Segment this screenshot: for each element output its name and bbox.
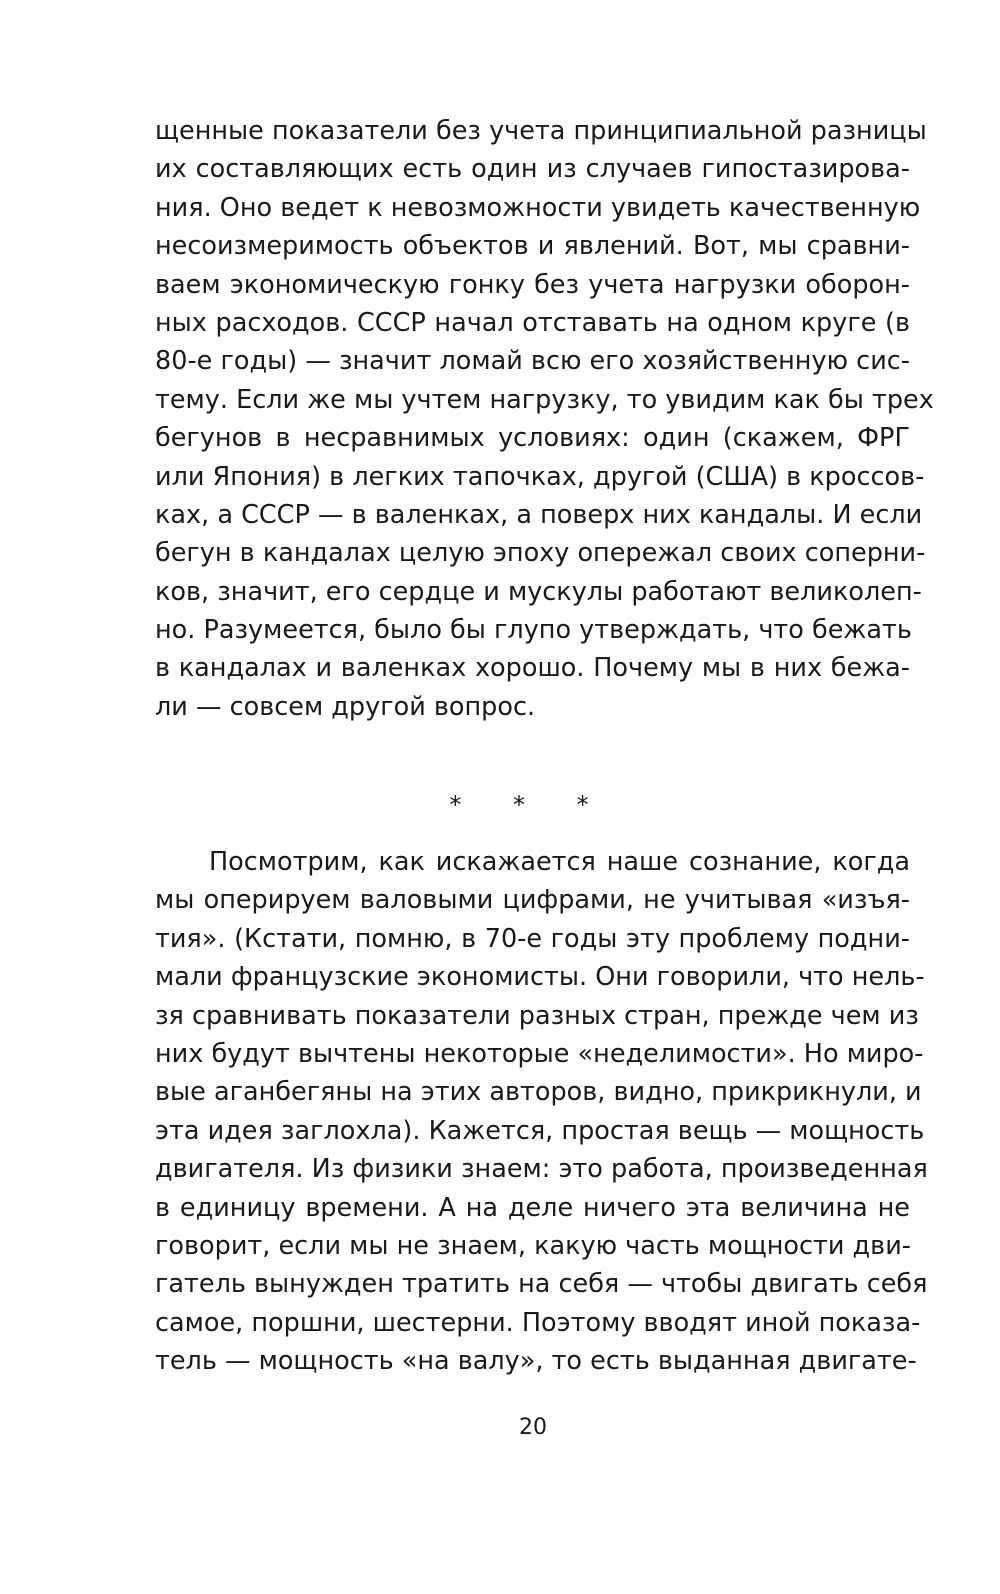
text-line: эта идея заглохла). Кажется, простая вещь — мощность	[155, 1115, 925, 1146]
text-line: зя сравнивать показатели разных стран, прежде чем из	[155, 1000, 919, 1031]
text-line: их составляющих есть один из случаев гипостазирова-	[155, 154, 910, 185]
text-line: ных расходов. СССР начал отставать на одном круге (в	[155, 307, 910, 338]
text-line: гатель вынужден тратить на себя — чтобы двигать себя	[155, 1269, 928, 1300]
text-line: Посмотрим, как искажается наше сознание, когда	[209, 847, 910, 877]
text-line: двигателя. Из физики знаем: это работа, произведенная	[155, 1154, 928, 1185]
text-line: 80-е годы) — значит ломай всю его хозяйственную сис-	[155, 346, 910, 377]
text-line: тия». (Кстати, помню, в 70-е годы эту проблему подни-	[155, 923, 910, 954]
text-line: щенные показатели без учета принципиальной разницы	[155, 116, 927, 146]
text-line: ли — совсем другой вопрос.	[155, 691, 536, 722]
text-line: несоизмеримость объектов и явлений. Вот, мы сравни-	[155, 231, 910, 262]
page-number: 20	[519, 1415, 547, 1440]
text-line: вые аганбегяны на этих авторов, видно, прикрикнули, и	[155, 1077, 922, 1108]
text-line: ках, а СССР — в валенках, а поверх них кандалы. И если	[155, 499, 923, 530]
text-line: мали французские экономисты. Они говорили, что нель-	[155, 962, 925, 993]
text-line: тель — мощность «на валу», то есть выданная двигате-	[155, 1346, 917, 1377]
text-line: или Япония) в легких тапочках, другой (США) в кроссов-	[155, 461, 925, 492]
text-line: бегун в кандалах целую эпоху опережал своих соперни-	[155, 538, 926, 569]
text-line: ков, значит, его сердце и мускулы работают великолеп-	[155, 576, 922, 607]
text-line: ваем экономическую гонку без учета нагрузки оборон-	[155, 269, 910, 300]
text-line: говорит, если мы не знаем, какую часть мощности дви-	[155, 1230, 911, 1261]
text-line: в единицу времени. А на деле ничего эта величина не	[155, 1192, 910, 1223]
text-line: ния. Оно ведет к невозможности увидеть качественную	[155, 192, 921, 223]
section-separator: * * *	[449, 791, 611, 819]
text-line: мы оперируем валовыми цифрами, не учитывая «изъя-	[155, 885, 910, 916]
text-line: в кандалах и валенках хорошо. Почему мы в них бежа-	[155, 653, 910, 684]
text-line: бегунов в несравнимых условиях: один (скажем, ФРГ	[155, 423, 910, 454]
paragraph-2	[155, 843, 928, 1380]
paragraph-1	[155, 112, 934, 726]
text-line: самое, поршни, шестерни. Поэтому вводят иной показа-	[155, 1307, 921, 1338]
text-line: но. Разумеется, было бы глупо утверждать, что бежать	[155, 615, 912, 646]
text-line: них будут вычтены некоторые «неделимости». Но миро-	[155, 1038, 924, 1069]
text-line: тему. Если же мы учтем нагрузку, то увидим как бы трех	[155, 384, 934, 415]
